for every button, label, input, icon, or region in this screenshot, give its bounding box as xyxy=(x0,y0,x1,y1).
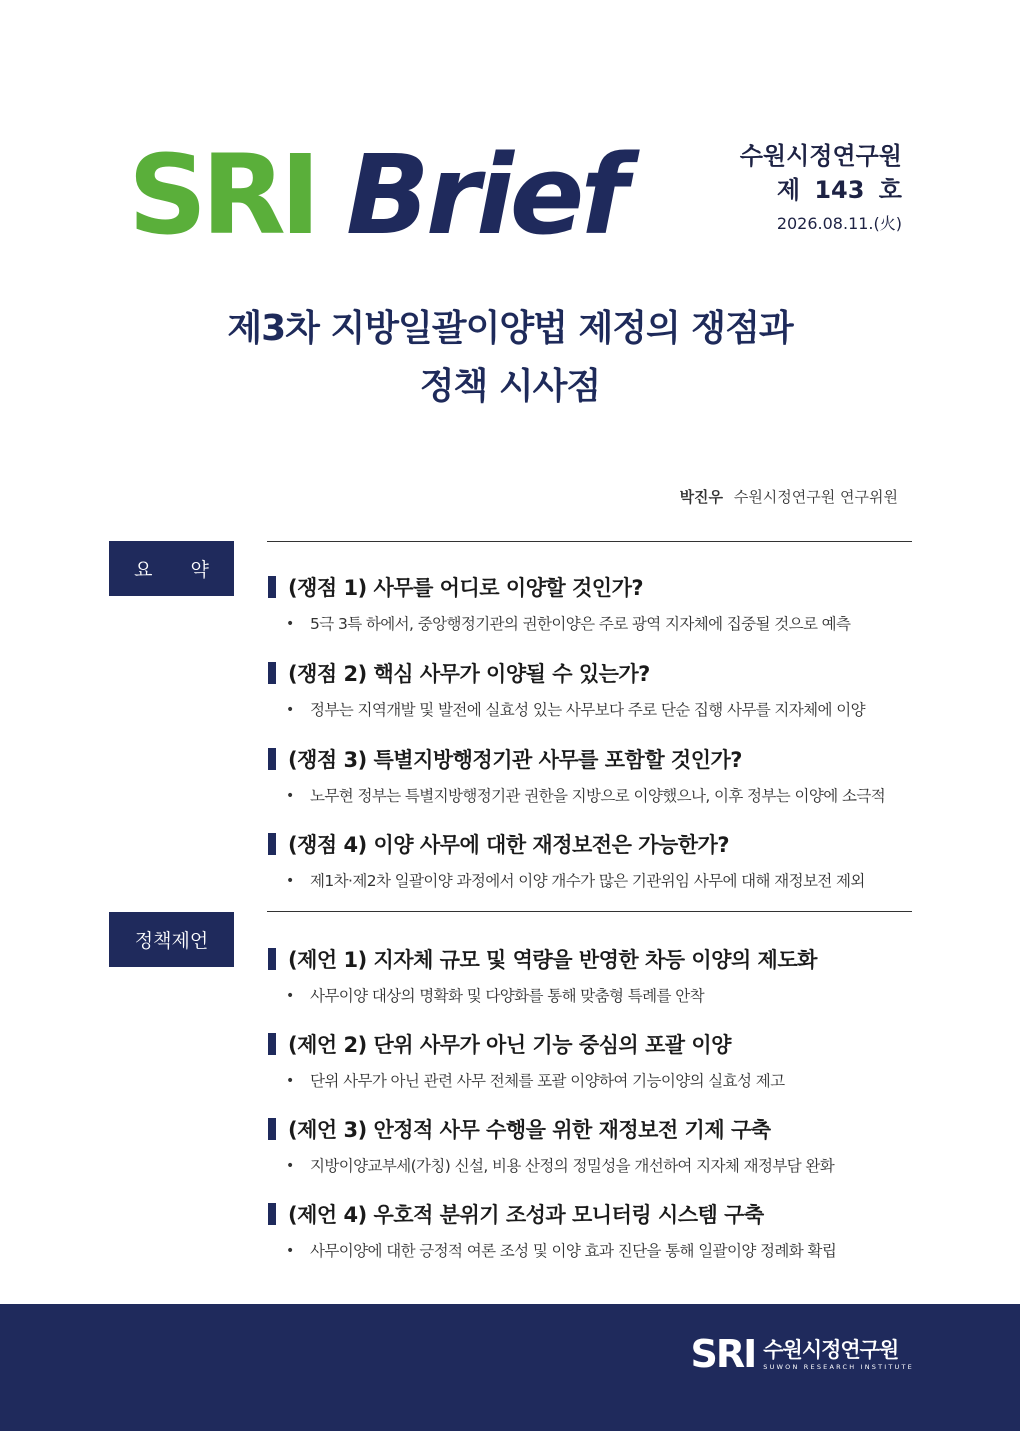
issue-number: 제 143 호 xyxy=(776,176,902,204)
footer-logo xyxy=(690,1334,914,1374)
section-divider xyxy=(267,541,912,542)
author xyxy=(680,486,898,507)
heading-bar xyxy=(268,1203,276,1225)
summary-item xyxy=(268,829,918,893)
heading-bar xyxy=(268,1033,276,1055)
heading-bar xyxy=(268,662,276,684)
section-divider xyxy=(267,911,912,912)
policy-bullet: 사무이양 대상의 명확화 및 다양화를 통해 맞춤형 특례를 안착 xyxy=(310,987,704,1005)
page-title xyxy=(0,300,1020,416)
footer xyxy=(0,1304,1020,1431)
title-line-1: 제3차 지방일괄이양법 제정의 쟁점과 xyxy=(227,308,793,349)
policy-heading: (제언 2) 단위 사무가 아닌 기능 중심의 포괄 이양 xyxy=(288,1033,731,1057)
logo-brief: Brief xyxy=(346,131,625,248)
issue-date: 2026.08.11.(火) xyxy=(776,214,902,233)
bullet-icon: • xyxy=(286,616,295,632)
policy-bullet: 사무이양에 대한 긍정적 여론 조성 및 이양 효과 진단을 통해 일괄이양 정례화 확립 xyxy=(310,1242,837,1260)
bullet-icon: • xyxy=(286,873,295,889)
heading-bar xyxy=(268,576,276,598)
author-affiliation: 수원시정연구원 연구위원 xyxy=(733,488,898,506)
policy-bullet: 단위 사무가 아닌 관련 사무 전체를 포괄 이양하여 기능이양의 실효성 제고 xyxy=(310,1072,785,1090)
footer-logo-sub: SUWON RESEARCH INSTITUTE xyxy=(763,1362,914,1371)
policy-label: 정책제언 xyxy=(109,912,234,967)
summary-label: 요약 xyxy=(109,541,234,596)
policy-item xyxy=(268,944,918,1008)
summary-heading: (쟁점 3) 특별지방행정기관 사무를 포함할 것인가? xyxy=(288,748,742,772)
summary-item xyxy=(268,744,918,808)
summary-item xyxy=(268,572,918,636)
bullet-icon: • xyxy=(286,702,295,718)
issue-info xyxy=(740,140,902,238)
bullet-icon: • xyxy=(286,988,295,1004)
summary-heading: (쟁점 2) 핵심 사무가 이양될 수 있는가? xyxy=(288,662,650,686)
policy-bullet: 지방이양교부세(가칭) 신설, 비용 산정의 정밀성을 개선하여 지자체 재정부담 완화 xyxy=(310,1157,835,1175)
sri-brief-logo xyxy=(128,128,688,248)
heading-bar xyxy=(268,833,276,855)
logo-sri: SRI xyxy=(128,131,315,248)
summary-heading: (쟁점 1) 사무를 어디로 이양할 것인가? xyxy=(288,576,644,600)
policy-heading: (제언 1) 지자체 규모 및 역량을 반영한 차등 이양의 제도화 xyxy=(288,948,817,972)
bullet-icon: • xyxy=(286,788,295,804)
title-line-2: 정책 시사점 xyxy=(419,366,601,407)
heading-bar xyxy=(268,1118,276,1140)
author-name: 박진우 xyxy=(679,488,724,506)
summary-item xyxy=(268,658,918,722)
policy-heading: (제언 4) 우호적 분위기 조성과 모니터링 시스템 구축 xyxy=(288,1203,764,1227)
policy-item xyxy=(268,1199,918,1263)
summary-heading: (쟁점 4) 이양 사무에 대한 재정보전은 가능한가? xyxy=(288,833,730,857)
policy-item xyxy=(268,1029,918,1093)
summary-bullet: 5극 3특 하에서, 중앙행정기관의 권한이양은 주로 광역 지자체에 집중될 것으로 예측 xyxy=(310,615,851,633)
bullet-icon: • xyxy=(286,1158,295,1174)
bullet-icon: • xyxy=(286,1073,295,1089)
policy-item xyxy=(268,1114,918,1178)
summary-bullet: 제1차·제2차 일괄이양 과정에서 이양 개수가 많은 기관위임 사무에 대해 재정보전 제외 xyxy=(310,872,865,890)
footer-logo-org: 수원시정연구원 xyxy=(763,1337,899,1362)
footer-logo-sri: SRI xyxy=(690,1332,756,1376)
summary-bullet: 정부는 지역개발 및 발전에 실효성 있는 사무보다 주로 단순 집행 사무를 지자체에 이양 xyxy=(310,701,865,719)
policy-heading: (제언 3) 안정적 사무 수행을 위한 재정보전 기제 구축 xyxy=(288,1118,771,1142)
summary-bullet: 노무현 정부는 특별지방행정기관 권한을 지방으로 이양했으나, 이후 정부는 이양에 소극적 xyxy=(310,787,886,805)
heading-bar xyxy=(268,748,276,770)
issue-org: 수원시정연구원 xyxy=(739,142,902,170)
heading-bar xyxy=(268,948,276,970)
bullet-icon: • xyxy=(286,1243,295,1259)
